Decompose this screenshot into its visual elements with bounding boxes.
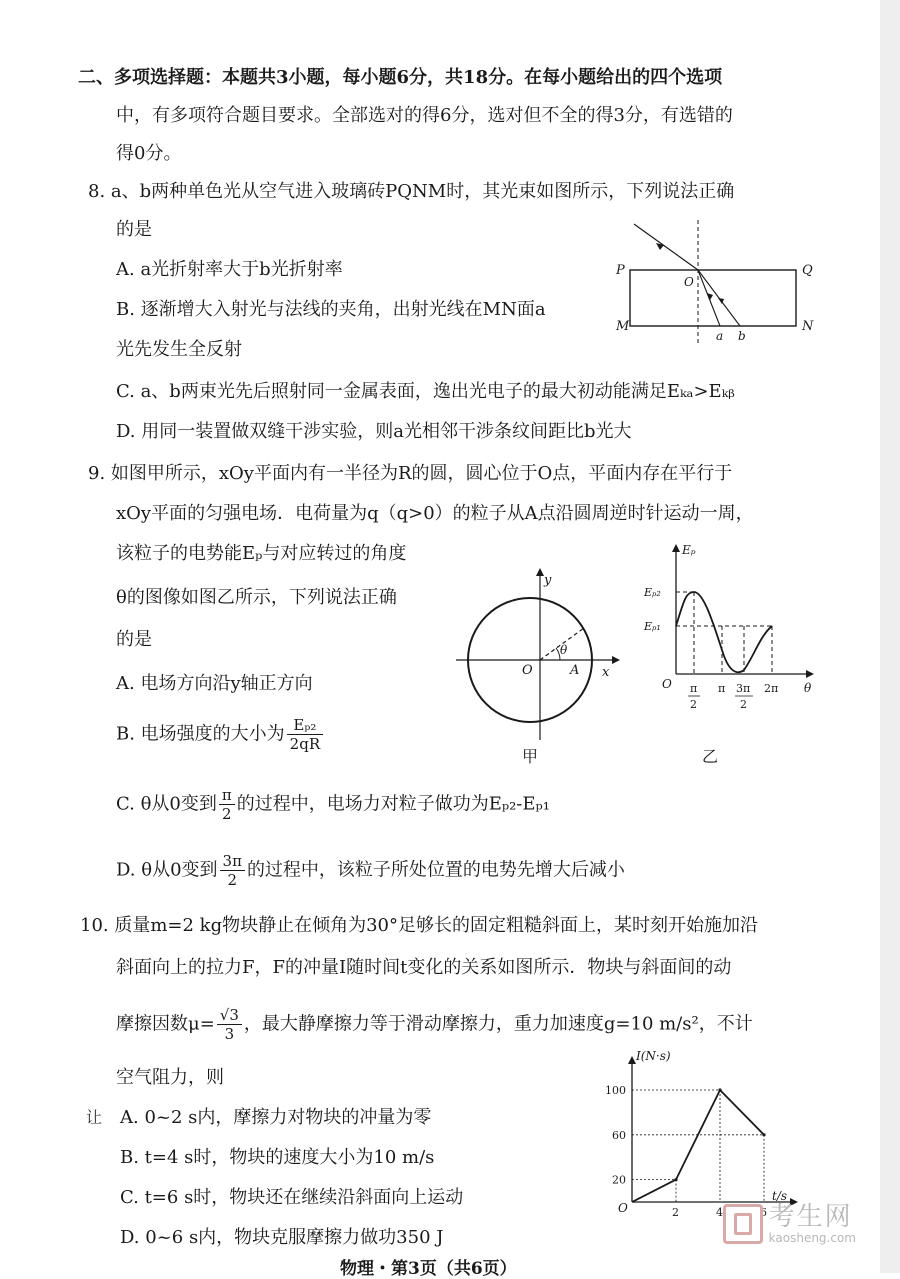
tick-pi-half-den: 2 [690, 698, 697, 711]
q9-option-c [116, 786, 550, 823]
label-n: N [802, 319, 814, 334]
scan-edge [880, 0, 900, 1273]
label-y: y [544, 573, 552, 588]
label-b: b [738, 329, 746, 343]
x-tick-2: 2 [672, 1206, 679, 1218]
q10-stem-line3 [116, 1006, 753, 1043]
q10-impulse-chart [596, 1048, 806, 1218]
ep2-label: Eₚ₂ [644, 586, 661, 599]
q10-mu-denominator: 3 [224, 1025, 235, 1043]
caption-yi: 乙 [702, 747, 719, 766]
impulse-axis-label: I(N·s) [636, 1049, 671, 1063]
q8-option-c: C. a、b两束光先后照射同一金属表面，逸出光电子的最大初动能满足Eₖₐ>Eₖᵦ [116, 381, 735, 402]
label-q: Q [802, 263, 813, 278]
ep1-label: Eₚ₁ [644, 620, 661, 633]
q10-option-a: A. 0~2 s内，摩擦力对物块的冲量为零 [120, 1107, 432, 1128]
q10-option-c: C. t=6 s时，物块还在继续沿斜面向上运动 [120, 1187, 464, 1208]
q9-b-numerator: Eₚ₂ [287, 716, 323, 735]
q10-stem-line2: 斜面向上的拉力F，F的冲量I随时间t变化的关系如图所示．物块与斜面间的动 [116, 957, 732, 978]
impulse-series-line [632, 1090, 764, 1202]
q9-option-d-pre: D. θ从0变到 [116, 859, 218, 881]
q10-option-d: D. 0~6 s内，物块克服摩擦力做功350 J [120, 1227, 444, 1248]
q9-stem-line3: 该粒子的电势能Eₚ与对应转过的角度 [116, 543, 407, 564]
q10-stem-line1: 10. 质量m=2 kg物块静止在倾角为30°足够长的固定粗糙斜面上，某时刻开始施加沿 [80, 915, 759, 936]
label-p: P [616, 263, 625, 278]
q9-option-d-fraction [220, 852, 245, 889]
caption-jia: 甲 [522, 747, 539, 766]
ray-a [698, 270, 720, 326]
impulse-origin-label: O [618, 1201, 628, 1215]
y-tick-20: 20 [612, 1173, 626, 1187]
q10-option-b: B. t=4 s时，物块的速度大小为10 m/s [120, 1147, 435, 1168]
q8-stem-line2: 的是 [116, 219, 152, 240]
watermark-logo-icon [723, 1204, 763, 1244]
q8-stem-line1: 8. a、b两种单色光从空气进入玻璃砖PQNM时，其光束如图所示，下列说法正确 [88, 181, 735, 202]
tick-pi-half-num: π [690, 682, 698, 695]
incident-ray [634, 224, 698, 270]
q8-glass-brick-figure [612, 212, 822, 352]
q9-option-b-fraction [287, 716, 323, 753]
q9-d-denominator: 2 [227, 871, 237, 889]
watermark-cn: 考生网 [768, 1202, 853, 1232]
q9-option-c-post: 的过程中，电场力对粒子做功为Eₚ₂-Eₚ₁ [236, 793, 550, 815]
handwritten-note: 让 [86, 1108, 103, 1127]
q9-b-denominator: 2qR [289, 735, 321, 753]
section-title-line3: 得0分。 [116, 143, 182, 164]
section-title-line2: 中，有多项符合题目要求。全部选对的得6分，选对但不全的得3分，有选错的 [116, 105, 733, 126]
q9-option-b [116, 716, 325, 753]
tick-three-pi-half-num: 3π [736, 682, 751, 695]
time-axis-label: t/s [772, 1189, 788, 1203]
q9-option-c-pre: C. θ从0变到 [116, 793, 217, 815]
q8-option-b-line2: 光先发生全反射 [116, 339, 242, 360]
y-axis-arrow [536, 568, 544, 576]
q9-stem-line4: θ的图像如图乙所示，下列说法正确 [116, 587, 397, 608]
q9-stem-line1: 9. 如图甲所示，xOy平面内有一半径为R的圆，圆心位于O点，平面内存在平行于 [88, 463, 733, 484]
q9-option-d-post: 的过程中，该粒子所处位置的电势先增大后减小 [246, 859, 625, 881]
ep-axis-arrow [672, 544, 680, 552]
label-theta: θ [560, 643, 568, 657]
watermark-en: kaosheng.com [768, 1231, 856, 1245]
q10-stem-line3-post: ，最大静摩擦力等于滑动摩擦力，重力加速度g=10 m/s²，不计 [243, 1013, 753, 1035]
y-tick-60: 60 [612, 1128, 626, 1142]
tick-two-pi: 2π [764, 682, 779, 695]
q9-d-numerator: 3π [220, 852, 245, 871]
watermark [723, 1203, 856, 1245]
y-tick-100: 100 [605, 1084, 626, 1097]
impulse-axis-arrow [628, 1056, 636, 1064]
x-tick-4: 4 [716, 1206, 723, 1218]
q8-option-a: A. a光折射率大于b光折射率 [116, 259, 343, 280]
yi-origin-label: O [662, 677, 672, 691]
glass-brick [630, 270, 796, 326]
label-o: O [684, 275, 694, 289]
watermark-text [769, 1203, 856, 1245]
page-footer: 物理・第3页（共6页） [340, 1259, 517, 1279]
label-m: M [616, 319, 630, 334]
q9-option-a: A. 电场方向沿y轴正方向 [116, 673, 313, 694]
q9-option-c-fraction [219, 786, 235, 823]
ep-axis-label: Eₚ [682, 543, 696, 557]
q8-option-b-line1: B. 逐渐增大入射光与法线的夹角，出射光线在MN面a [116, 299, 546, 320]
q9-figure-jia [452, 564, 622, 744]
ray-b [698, 270, 740, 326]
theta-axis-arrow [806, 670, 814, 678]
tick-pi: π [718, 682, 726, 695]
tick-three-pi-half-den: 2 [740, 698, 747, 711]
label-x: x [602, 665, 610, 680]
q9-stem-line2: xOy平面的匀强电场．电荷量为q（q>0）的粒子从A点沿圆周逆时针运动一周， [116, 503, 754, 524]
x-tick-6: 6 [760, 1206, 767, 1218]
label-a: a [716, 329, 724, 343]
q9-c-denominator: 2 [222, 805, 232, 823]
q10-stem-line3-pre: 摩擦因数μ= [116, 1013, 215, 1035]
section-title-line1: 二、多项选择题：本题共3小题，每小题6分，共18分。在每小题给出的四个选项 [78, 67, 723, 88]
q9-c-numerator: π [219, 786, 235, 805]
q9-figure-yi [636, 540, 816, 720]
theta-axis-label: θ [804, 681, 812, 695]
q10-mu-fraction [217, 1006, 242, 1043]
q9-option-b-text: B. 电场强度的大小为 [116, 723, 285, 745]
q8-option-d: D. 用同一装置做双缝干涉实验，则a光相邻干涉条纹间距比b光大 [116, 421, 632, 442]
label-origin: O [522, 663, 533, 678]
x-axis-arrow [612, 656, 620, 664]
q9-option-d [116, 852, 625, 889]
ep-curve [676, 592, 772, 672]
q9-stem-line5: 的是 [116, 629, 152, 650]
label-point-a: A [570, 663, 580, 678]
q10-stem-line4: 空气阻力，则 [116, 1067, 224, 1088]
q10-mu-numerator: √3 [217, 1006, 242, 1025]
